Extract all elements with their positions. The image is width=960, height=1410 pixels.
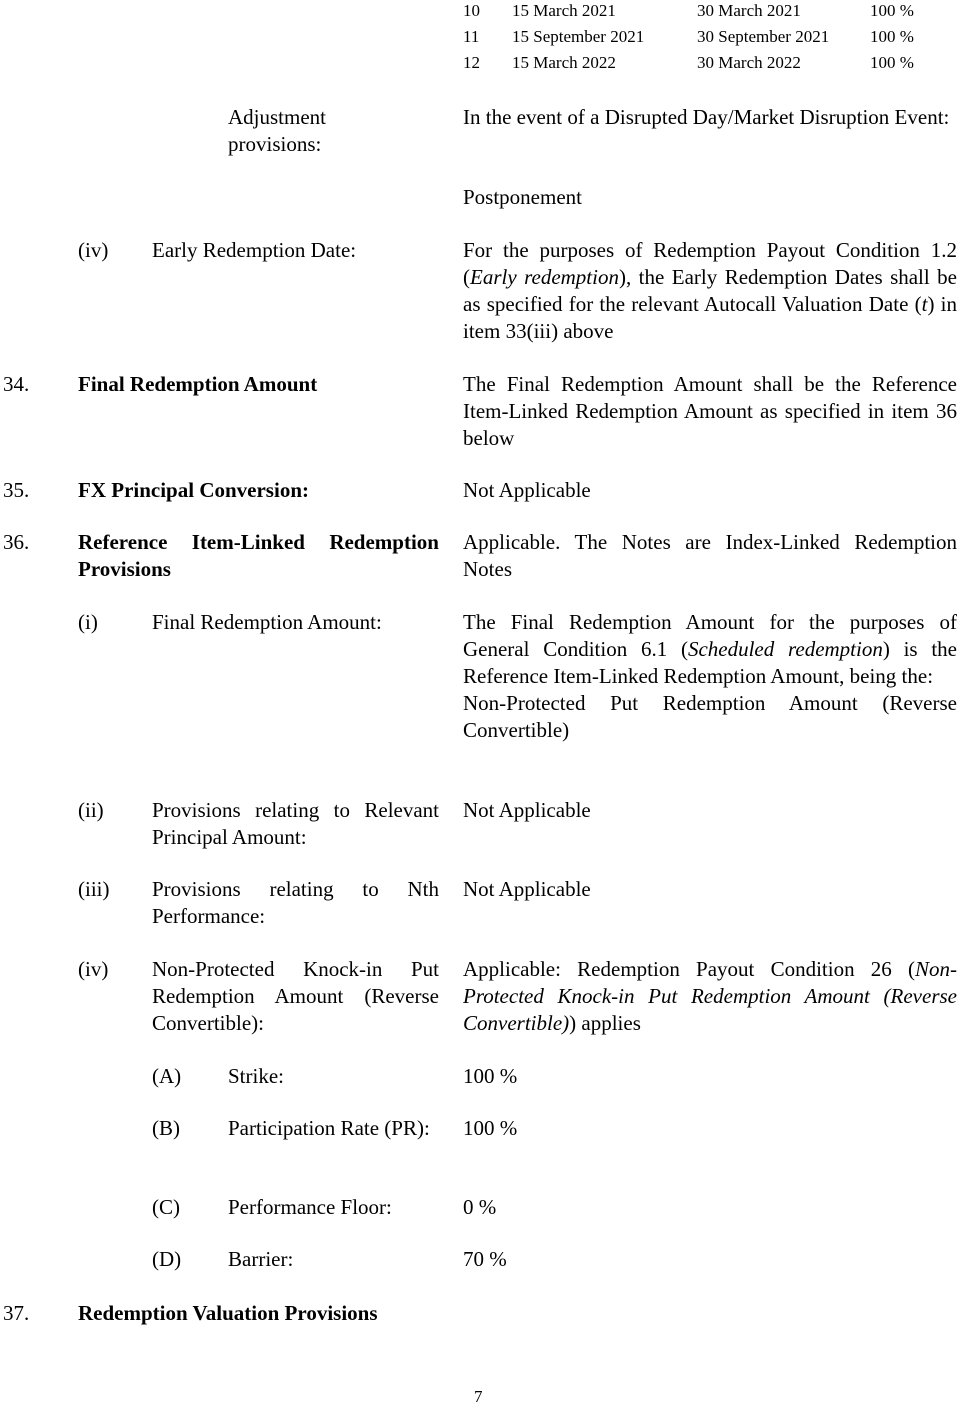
schedule-row-number: 12 bbox=[463, 53, 480, 72]
param-d-label: Barrier: bbox=[228, 1247, 294, 1271]
sub-i-text: The Final Redemption Amount for the purposes of General Condition 6.1 (Scheduled redemption) is the Reference Item-Linked Redemption Amount, being the: Non-Protected Put Redemption Amount (Reverse Convertible) bbox=[463, 610, 957, 742]
early-redemption-label: Early Redemption Date: bbox=[152, 238, 357, 262]
adjustment-provisions-postponement: Postponement bbox=[463, 185, 582, 209]
sub-iv-text: Applicable: Redemption Payout Condition 26 (Non-Protected Knock-in Put Redemption Amount (Reverse Convertible)) applies bbox=[463, 957, 957, 1035]
schedule-row-date1: 15 March 2021 bbox=[512, 1, 616, 20]
param-c-letter: (C) bbox=[152, 1195, 180, 1219]
page-number: 7 bbox=[474, 1387, 483, 1406]
param-a-label: Strike: bbox=[228, 1064, 284, 1088]
param-b-letter: (B) bbox=[152, 1116, 180, 1140]
schedule-row-date1: 15 March 2022 bbox=[512, 53, 616, 72]
sub-iv-label: Non-Protected Knock-in Put Redemption Amount (Reverse Convertible): bbox=[152, 957, 439, 1035]
schedule-row-percent: 100 % bbox=[870, 27, 914, 46]
item-34-number: 34. bbox=[3, 372, 30, 396]
sub-ii-text: Not Applicable bbox=[463, 798, 591, 822]
item-37-label: Redemption Valuation Provisions bbox=[78, 1301, 378, 1325]
early-redemption-text: For the purposes of Redemption Payout Condition 1.2 (Early redemption), the Early Redemption Dates shall be as specified for the relevant Autocall Valuation Date (t) in item 33(iii) above bbox=[463, 238, 958, 343]
sub-ii-number: (ii) bbox=[78, 798, 104, 822]
item-34-label: Final Redemption Amount bbox=[78, 372, 318, 396]
param-d-letter: (D) bbox=[152, 1247, 182, 1271]
param-a-letter: (A) bbox=[152, 1064, 182, 1088]
schedule-row-date2: 30 March 2022 bbox=[697, 53, 801, 72]
item-36-text: Applicable. The Notes are Index-Linked Redemption Notes bbox=[463, 530, 957, 581]
schedule-row-percent: 100 % bbox=[870, 53, 914, 72]
schedule-row-date2: 30 March 2021 bbox=[697, 1, 801, 20]
adjustment-provisions-text: In the event of a Disrupted Day/Market Disruption Event: bbox=[463, 105, 950, 129]
schedule-row-date2: 30 September 2021 bbox=[697, 27, 830, 46]
item-36-label: Reference Item-Linked Redemption Provisions bbox=[78, 530, 439, 581]
item-36-number: 36. bbox=[3, 530, 30, 554]
item-35-number: 35. bbox=[3, 478, 30, 502]
sub-i-label: Final Redemption Amount: bbox=[152, 610, 382, 634]
param-d-value: 70 % bbox=[463, 1247, 507, 1271]
sub-iii-label: Provisions relating to Nth Performance: bbox=[152, 877, 439, 928]
sub-iv-number: (iv) bbox=[78, 957, 109, 981]
sub-iii-number: (iii) bbox=[78, 877, 110, 901]
item-35-text: Not Applicable bbox=[463, 478, 591, 502]
item-37-number: 37. bbox=[3, 1301, 30, 1325]
schedule-row-number: 10 bbox=[463, 1, 480, 20]
item-34-text: The Final Redemption Amount shall be the Reference Item-Linked Redemption Amount as specified in item 36 below bbox=[463, 372, 957, 450]
early-redemption-number: (iv) bbox=[78, 238, 109, 262]
sub-i-number: (i) bbox=[78, 610, 98, 634]
schedule-row-number: 11 bbox=[463, 27, 480, 46]
schedule-row-percent: 100 % bbox=[870, 1, 914, 20]
param-b-label: Participation Rate (PR): bbox=[228, 1116, 430, 1140]
schedule-row-date1: 15 September 2021 bbox=[512, 27, 645, 46]
sub-iii-text: Not Applicable bbox=[463, 877, 591, 901]
param-c-label: Performance Floor: bbox=[228, 1195, 392, 1219]
param-c-value: 0 % bbox=[463, 1195, 497, 1219]
param-a-value: 100 % bbox=[463, 1064, 518, 1088]
item-35-label: FX Principal Conversion: bbox=[78, 478, 309, 502]
param-b-value: 100 % bbox=[463, 1116, 518, 1140]
adjustment-provisions-label: Adjustment provisions: bbox=[228, 105, 326, 156]
sub-ii-label: Provisions relating to Relevant Principal Amount: bbox=[152, 798, 439, 849]
